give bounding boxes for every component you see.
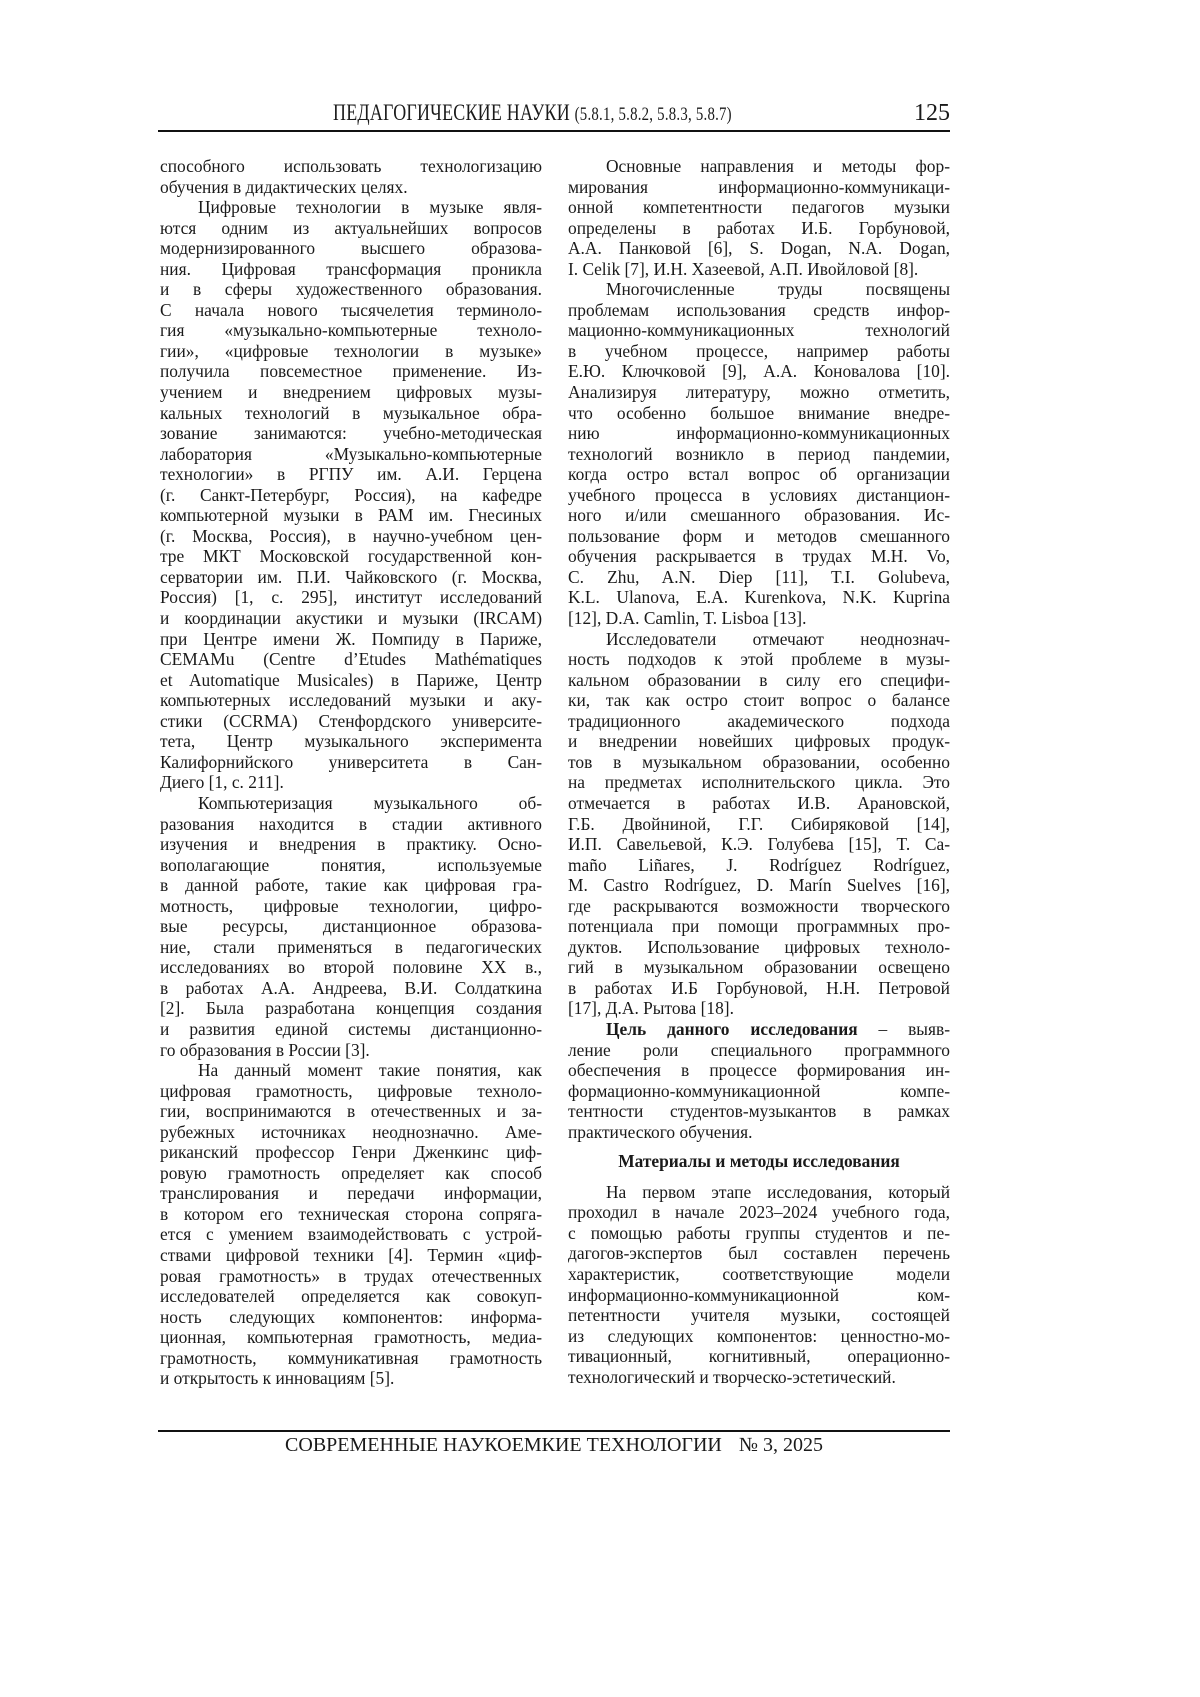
text-line: ного и/или смешанного образования. Ис-: [568, 505, 950, 526]
text-line: нию информационно-коммуникационных: [568, 423, 950, 444]
text-line: отмечается в работах И.В. Арановской,: [568, 792, 950, 813]
text-line: тов в музыкальном образовании, особенно: [568, 751, 950, 772]
text-line: Многочисленные труды посвящены: [606, 279, 950, 300]
header-codes: (5.8.1, 5.8.2, 5.8.3, 5.8.7): [574, 104, 732, 125]
text-line: Г.Б. Двойниной, Г.Г. Сибиряковой [14],: [568, 813, 950, 834]
left-column: [160, 156, 542, 1389]
text-line: из следующих компонентов: ценностно-мо-: [568, 1325, 950, 1346]
text-line: На данный момент такие понятия, как: [198, 1060, 542, 1081]
text-line: Е.Ю. Ключковой [9], А.А. Коновалова [10].: [568, 361, 950, 382]
text-line: компьютерной музыки в РАМ им. Гнесиных: [160, 505, 542, 526]
text-line: ки, так как остро стоит вопрос о балансе: [568, 690, 950, 711]
text-line: что особенно большое внимание внедре-: [568, 402, 950, 423]
text-line: гии, воспринимаются в отечественных и за-: [160, 1101, 542, 1122]
text-line: ния. Цифровая трансформация проникла: [160, 258, 542, 279]
paragraph: [568, 1182, 950, 1387]
line-text: – выяв-: [857, 1018, 950, 1039]
text-line: технологический и творческо-эстетический.: [568, 1366, 896, 1387]
text-line: дуктов. Использование цифровых техноло-: [568, 936, 950, 957]
text-line: (г. Москва, Россия), в научно-учебном цен-: [160, 525, 542, 546]
text-line: риканский профессор Генри Дженкинс циф-: [160, 1142, 542, 1163]
text-line: Цифровые технологии в музыке явля-: [198, 197, 542, 218]
text-line: M. Castro Rodríguez, D. Marín Suelves [16],: [568, 875, 950, 896]
text-line: го образования в России [3].: [160, 1039, 370, 1060]
text-line: Исследователи отмечают неоднознач-: [606, 628, 950, 649]
text-line: модернизированного высшего образова-: [160, 238, 542, 259]
section-heading: Материалы и методы исследования: [618, 1151, 900, 1172]
text-line: гии», «цифровые технологии в музыке»: [160, 340, 542, 361]
text-line: транслирования и передачи информации,: [160, 1183, 542, 1204]
text-line: на предметах исполнительского цикла. Это: [568, 772, 950, 793]
header-rule: [158, 130, 950, 132]
text-line: ционная, компьютерная грамотность, медиа-: [160, 1327, 542, 1348]
text-line: компьютерных исследований музыки и аку-: [160, 690, 542, 711]
text-line: CEMAMu (Centre d’Etudes Mathématiques: [160, 649, 542, 670]
text-line: обучения в дидактических целях.: [160, 176, 408, 197]
text-line: практического обучения.: [568, 1121, 753, 1142]
text-line: определены в работах И.Б. Горбуновой,: [568, 217, 950, 238]
right-column: [568, 156, 950, 1387]
text-line: формационно-коммуникационной компе-: [568, 1080, 950, 1101]
text-line: кальных технологий в музыкальное обра-: [160, 402, 542, 423]
text-line: ровая грамотность» в трудах отечественных: [160, 1265, 542, 1286]
paragraph: [160, 1060, 542, 1389]
text-line: петентности учителя музыки, состоящей: [568, 1305, 950, 1326]
text-line: в данной работе, такие как цифровая гра-: [160, 875, 542, 896]
paragraph: [568, 1019, 950, 1142]
text-line: На первом этапе исследования, который: [606, 1181, 950, 1202]
text-line: получила повсеместное применение. Из-: [160, 361, 542, 382]
text-line: лаборатория «Музыкально-компьютерные: [160, 443, 542, 464]
paragraph: [160, 156, 542, 197]
footer-issue: № 3, 2025: [738, 1434, 823, 1456]
text-line: зование занимаются: учебно-методическая: [160, 423, 542, 444]
text-line: изучения и внедрения в практику. Осно-: [160, 834, 542, 855]
text-line: ность следующих компонентов: информа-: [160, 1306, 542, 1327]
text-line: технологии» в РГПУ им. А.И. Герцена: [160, 464, 542, 485]
text-line: I. Celik [7], И.Н. Хазеевой, А.П. Ивойловой [8].: [568, 258, 919, 279]
text-line: когда остро встал вопрос об организации: [568, 464, 950, 485]
bold-lead: Цель данного исследования: [606, 1018, 858, 1039]
text-line: Анализируя литературу, можно отметить,: [568, 382, 950, 403]
text-line: Компьютеризация музыкального об-: [198, 792, 542, 813]
text-line: пользование форм и методов смешанного: [568, 525, 950, 546]
text-line: информационно-коммуникационной ком-: [568, 1284, 950, 1305]
text-line: мирования информационно-коммуникаци-: [568, 176, 950, 197]
text-line: в котором его техническая сторона сопряга-: [160, 1203, 542, 1224]
text-line: исследованиях во второй половине XX в.,: [160, 957, 542, 978]
text-line: учебного процесса в условиях дистанцион-: [568, 484, 950, 505]
paragraph: [568, 156, 950, 279]
text-line: Россия) [1, с. 295], институт исследований: [160, 587, 542, 608]
text-line: традиционного академического подхода: [568, 710, 950, 731]
text-line: [568, 1019, 950, 1040]
running-header: [158, 100, 950, 130]
text-line: обучения раскрывается в трудах M.H. Vo,: [568, 546, 950, 567]
text-line: [12], D.A. Camlin, T. Lisboa [13].: [568, 608, 807, 629]
text-line: где раскрываются возможности творческого: [568, 895, 950, 916]
text-line: кальном образовании в силу его специфи-: [568, 669, 950, 690]
text-line: мотность, цифровые технологии, цифро-: [160, 895, 542, 916]
text-line: характеристик, соответствующие модели: [568, 1263, 950, 1284]
text-line: грамотность, коммуникативная грамотность: [160, 1347, 542, 1368]
text-line: maño Liñares, J. Rodríguez Rodríguez,: [568, 854, 950, 875]
text-line: Калифорнийского университета в Сан-: [160, 751, 542, 772]
text-line: K.L. Ulanova, E.A. Kurenkova, N.K. Kuprina: [568, 587, 950, 608]
text-line: ются одним из актуальнейших вопросов: [160, 217, 542, 238]
text-line: вополагающие понятия, используемые: [160, 854, 542, 875]
text-line: гий в музыкальном образовании освещено: [568, 957, 950, 978]
text-line: учением и внедрением цифровых музы-: [160, 382, 542, 403]
text-line: технологий возникло в период пандемии,: [568, 443, 950, 464]
text-line: Диего [1, с. 211].: [160, 772, 284, 793]
paragraph: [160, 793, 542, 1060]
text-line: тре МКТ Московской государственной кон-: [160, 546, 542, 567]
text-line: ние, стали применяться в педагогических: [160, 936, 542, 957]
text-line: А.А. Панковой [6], S. Dogan, N.A. Dogan,: [568, 238, 950, 259]
text-line: мационно-коммуникационных технологий: [568, 320, 950, 341]
text-line: дагогов-экспертов был составлен перечень: [568, 1243, 950, 1264]
text-line: серватории им. П.И. Чайковского (г. Москва,: [160, 566, 542, 587]
text-line: гия «музыкально-компьютерные техноло-: [160, 320, 542, 341]
text-line: способного использовать технологизацию: [160, 156, 542, 176]
text-line: обеспечения в процессе формирования ин-: [568, 1060, 950, 1081]
text-line: тентности студентов-музыкантов в рамках: [568, 1101, 950, 1122]
text-line: и развития единой системы дистанционно-: [160, 1018, 542, 1039]
text-line: Основные направления и методы фор-: [606, 156, 950, 176]
text-line: [2]. Была разработана концепция создания: [160, 998, 542, 1019]
text-line: C. Zhu, A.N. Diep [11], T.I. Golubeva,: [568, 566, 950, 587]
text-line: исследователей определяется как совокуп-: [160, 1286, 542, 1307]
running-footer: [158, 1434, 950, 1457]
text-line: разования находится в стадии активного: [160, 813, 542, 834]
text-line: проходил в начале 2023–2024 учебного года,: [568, 1202, 950, 1223]
page-number: 125: [914, 100, 950, 126]
text-line: стики (CCRMA) Стенфордского университе-: [160, 710, 542, 731]
paragraph: [568, 629, 950, 1019]
text-line: проблемам использования средств инфор-: [568, 299, 950, 320]
text-line: [17], Д.А. Рытова [18].: [568, 998, 734, 1019]
text-line: в учебном процессе, например работы: [568, 340, 950, 361]
text-line: И.П. Савельевой, К.Э. Голубева [15], T. Ca-: [568, 834, 950, 855]
text-line: вые ресурсы, дистанционное образова-: [160, 916, 542, 937]
text-line: et Automatique Musicales) в Париже, Центр: [160, 669, 542, 690]
text-line: ность подходов к этой проблеме в музы-: [568, 649, 950, 670]
text-line: и открытость к инновациям [5].: [160, 1368, 395, 1389]
text-line: рубежных источниках неоднозначно. Аме-: [160, 1121, 542, 1142]
footer-journal: СОВРЕМЕННЫЕ НАУКОЕМКИЕ ТЕХНОЛОГИИ: [285, 1434, 722, 1456]
text-line: цифровая грамотность, цифровые техноло-: [160, 1080, 542, 1101]
text-line: и координации акустики и музыки (IRCAM): [160, 608, 542, 629]
text-line: тивационный, когнитивный, операционно-: [568, 1346, 950, 1367]
text-line: ствами цифровой техники [4]. Термин «циф-: [160, 1244, 542, 1265]
text-line: ровую грамотность определяет как способ: [160, 1162, 542, 1183]
text-line: в работах А.А. Андреева, В.И. Солдаткина: [160, 977, 542, 998]
header-section-title: [333, 100, 732, 126]
header-section: ПЕДАГОГИЧЕСКИЕ НАУКИ: [333, 100, 570, 125]
text-line: тета, Центр музыкального эксперимента: [160, 731, 542, 752]
text-line: с помощью работы группы студентов и пе-: [568, 1222, 950, 1243]
text-line: и в сферы художественного образования.: [160, 279, 542, 300]
text-line: при Центре имени Ж. Помпиду в Париже,: [160, 628, 542, 649]
text-line: (г. Санкт-Петербург, Россия), на кафедре: [160, 484, 542, 505]
text-line: ется с умением взаимодействовать с устрой-: [160, 1224, 542, 1245]
footer-rule: [158, 1430, 950, 1432]
text-line: в работах И.Б Горбуновой, Н.Н. Петровой: [568, 977, 950, 998]
text-line: С начала нового тысячелетия терминоло-: [160, 299, 542, 320]
text-line: ление роли специального программного: [568, 1039, 950, 1060]
text-line: потенциала при помощи программных про-: [568, 916, 950, 937]
paragraph: [160, 197, 542, 793]
text-line: онной компетентности педагогов музыки: [568, 197, 950, 218]
paragraph: [568, 279, 950, 628]
text-line: и внедрении новейших цифровых продук-: [568, 731, 950, 752]
